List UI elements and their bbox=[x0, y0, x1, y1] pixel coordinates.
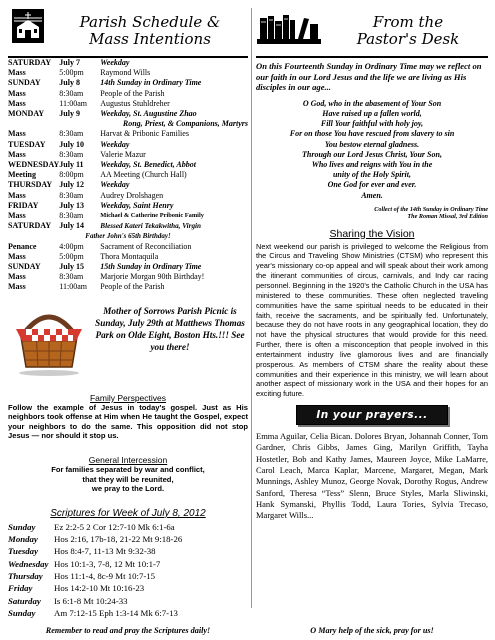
prayer-line: You bestow eternal gladness. bbox=[324, 139, 420, 149]
family-perspectives-text: Follow the example of Jesus in today's gospel. Just as His neighbors took offense at Him when He taught the Gospel, expect your neighbors to do the same. This opposition did not stop Jesus — nor should it stop us. bbox=[8, 402, 248, 441]
pastors-desk-title-line1: From the bbox=[372, 13, 444, 31]
schedule-date: July 9 bbox=[59, 109, 80, 119]
pastors-desk-header bbox=[256, 0, 488, 56]
books-icon bbox=[256, 12, 322, 46]
schedule-desc: AA Meeting (Church Hall) bbox=[100, 170, 187, 180]
schedule-day: FRIDAY bbox=[8, 200, 39, 210]
intercession-line: that they will be reunited, bbox=[82, 474, 174, 484]
church-icon bbox=[8, 6, 48, 46]
schedule-desc: Michael & Catherine Pribonic Family bbox=[100, 212, 204, 220]
schedule-desc: Audrey Drolshagen bbox=[100, 190, 164, 200]
prayer-list-names: Emma Aguilar, Celia Bican. Dolores Bryan, Johannah Conner, Tom Gardner, Chris Gibbs, James Ging, Marilyn Griffith, Tayha Hostetler, Bob and Kathy James, Maureen Joyce, Mike LaMarre, Carol Leach, Marca Kaplar, Marcene, Margaret, Megan, Mark Munnings, Ashley Munoz, George Novak, Dorothy Rogus, Andrew Sanford, Theresa “Tess” Slenn, Bruce Styles, Marla Sliwinski, Hank Symanski, Phyllis Todd, Laura Tories, Sylvia Trecaso, Margaret Wills... bbox=[256, 431, 488, 521]
schedule-desc: Sacrament of Reconciliation bbox=[100, 241, 192, 251]
schedule-desc: Weekday bbox=[100, 58, 130, 67]
scripture-refs: Ez 2:2-5 2 Cor 12:7-10 Mk 6:1-6a bbox=[54, 521, 175, 532]
schedule-desc: 15th Sunday in Ordinary Time bbox=[100, 262, 202, 272]
scripture-row bbox=[8, 533, 182, 545]
scripture-refs: Hos 8:4-7, 11-13 Mt 9:32-38 bbox=[54, 546, 156, 557]
schedule-time: 8:30am bbox=[59, 88, 84, 98]
schedule-type: Mass bbox=[8, 149, 26, 159]
schedule-row bbox=[8, 231, 248, 241]
schedule-title bbox=[52, 14, 248, 48]
scripture-refs: Is 6:1-8 Mt 10:24-33 bbox=[54, 595, 128, 606]
family-perspectives-title: Family Perspectives bbox=[89, 392, 167, 403]
intercession-line: For families separated by war and conflict, bbox=[51, 465, 205, 475]
schedule-day: THURSDAY bbox=[8, 180, 53, 190]
schedule-row bbox=[8, 252, 248, 262]
scripture-day: Thursday bbox=[8, 571, 43, 582]
schedule-day: SUNDAY bbox=[8, 78, 41, 88]
schedule-desc: Blessed Kateri Tekakwitha, Virgin bbox=[100, 222, 202, 231]
schedule-time: 4:00pm bbox=[59, 241, 84, 251]
prayer-line: Have raised up a fallen world, bbox=[322, 108, 422, 118]
schedule-type: Mass bbox=[8, 68, 26, 78]
schedule-desc: Harvat & Pribonic Families bbox=[100, 129, 189, 139]
scripture-day: Tuesday bbox=[8, 546, 38, 557]
sharing-vision-title: Sharing the Vision bbox=[329, 227, 415, 240]
schedule-desc: 14th Sunday in Ordinary Time bbox=[100, 78, 202, 88]
schedule-row bbox=[8, 119, 248, 129]
schedule-header bbox=[8, 0, 248, 56]
schedule-row bbox=[8, 170, 248, 180]
family-perspectives-section bbox=[8, 393, 248, 441]
scripture-row bbox=[8, 607, 182, 619]
prayer-line: Through our Lord Jesus Christ, Your Son, bbox=[302, 149, 442, 159]
schedule-row bbox=[8, 282, 248, 292]
schedule-row bbox=[8, 201, 248, 211]
schedule-date: July 8 bbox=[59, 78, 80, 88]
schedule-title-line2: Mass Intentions bbox=[89, 30, 211, 48]
in-your-prayers-banner: In your prayers... bbox=[296, 405, 448, 425]
collect-citation bbox=[256, 206, 488, 221]
schedule-date: July 7 bbox=[59, 58, 80, 67]
scripture-day: Saturday bbox=[8, 595, 41, 606]
schedule-time: 5:00pm bbox=[59, 68, 84, 78]
schedule-desc: Augustus Stuhldreher bbox=[100, 98, 170, 108]
schedule-row bbox=[8, 211, 248, 221]
schedule-type: Mass bbox=[8, 88, 26, 98]
schedule-row bbox=[8, 221, 248, 231]
scripture-day: Sunday bbox=[8, 521, 36, 532]
schedule-time: 8:00pm bbox=[59, 170, 84, 180]
schedule-row bbox=[8, 272, 248, 282]
prayer-line: Who lives and reigns with You in the bbox=[311, 160, 433, 169]
scripture-day: Monday bbox=[8, 534, 38, 545]
schedule-desc: Weekday bbox=[100, 139, 130, 149]
picnic-basket-icon bbox=[12, 301, 86, 379]
scripture-refs: Hos 14:2-10 Mt 10:16-23 bbox=[54, 583, 145, 594]
scripture-refs: Am 7:12-15 Eph 1:3-14 Mk 6:7-13 bbox=[54, 607, 178, 618]
general-intercession-section bbox=[8, 455, 248, 494]
pastors-desk-title bbox=[328, 14, 488, 48]
schedule-row bbox=[8, 160, 248, 170]
schedule-title-line1: Parish Schedule & bbox=[79, 13, 221, 31]
general-intercession-title: General Intercession bbox=[88, 455, 168, 466]
schedule-date: July 11 bbox=[59, 160, 84, 170]
schedule-desc: Thora Montaquila bbox=[100, 251, 159, 261]
picnic-notice bbox=[8, 299, 248, 387]
schedule-day: SUNDAY bbox=[8, 262, 41, 272]
schedule-time: 5:00pm bbox=[59, 251, 84, 261]
schedule-table bbox=[8, 58, 248, 293]
schedule-row bbox=[8, 68, 248, 78]
schedule-time: 8:30am bbox=[59, 272, 84, 282]
schedule-date: July 10 bbox=[59, 139, 84, 149]
schedule-time: 8:30am bbox=[59, 129, 84, 139]
schedule-row bbox=[8, 129, 248, 139]
sharing-vision-text: Next weekend our parish is privileged to welcome the Religious from the Circus and Traveling Show Ministries (CTSM) who represent this year's missionary co-op appeal and will speak about their work among the itinerant communities of circus, carnivals, and Indy car racing personnel. Beginning in the 1920's the Catholic Church in the USA has ministered to these communities. These often neglected traveling communities have the same spiritual needs to be educated in their faith, receive the sacraments, and be spiritually fed. Unfortunately, because they do not have roots in any geographical location, they do not have the physical structures that would provide for this need. Further, there is often a misconception that people involved in this entertainment industry live glamorous lives and are financially prosperous. As members of CTSM share the reality about these communities and their experience in this ministry, we will learn about another aspect of missionary work in the USA and their hopes for an exciting future. bbox=[256, 241, 488, 399]
scriptures-title: Scriptures for Week of July 8, 2012 bbox=[50, 507, 206, 519]
schedule-desc: People of the Parish bbox=[100, 282, 165, 292]
schedule-desc: Weekday, Saint Henry bbox=[100, 200, 174, 210]
collect-prayer bbox=[256, 99, 488, 201]
schedule-desc: Father John's 65th Birthday! bbox=[85, 232, 171, 241]
schedule-desc: Marjorie Morgan 90th Birthday! bbox=[100, 272, 205, 282]
schedule-time: 8:30am bbox=[59, 211, 84, 221]
schedule-row bbox=[8, 109, 248, 119]
scripture-row bbox=[8, 545, 182, 557]
prayer-line: O God, who in the abasement of Your Son bbox=[302, 98, 442, 108]
pastors-desk-column bbox=[256, 0, 488, 522]
schedule-day: TUESDAY bbox=[8, 139, 46, 149]
schedule-time: 11:00am bbox=[59, 98, 87, 108]
schedule-row bbox=[8, 150, 248, 160]
schedule-desc: Weekday, St. Augustine Zhao bbox=[100, 109, 197, 119]
schedule-type: Mass bbox=[8, 251, 26, 261]
prayer-line: One God for ever and ever. bbox=[327, 180, 417, 190]
pastors-intro: On this Fourteenth Sunday in Ordinary Time may we reflect on our faith in our Lord Jesus and the life we are living as His disciples in our age... bbox=[256, 61, 482, 93]
pastors-desk-rule bbox=[256, 56, 488, 58]
scripture-day: Sunday bbox=[8, 607, 36, 618]
prayer-line: Fill Your faithful with holy joy, bbox=[320, 119, 424, 129]
scripture-day: Friday bbox=[8, 583, 33, 594]
schedule-day: SATURDAY bbox=[8, 58, 52, 67]
collect-citation-line2: The Roman Missal, 3rd Edition bbox=[407, 213, 488, 221]
schedule-desc: Rong, Priest, & Companions, Martyrs bbox=[122, 119, 248, 129]
scripture-row bbox=[8, 570, 182, 582]
scripture-refs: Hos 11:1-4, 8c-9 Mt 10:7-15 bbox=[54, 571, 156, 582]
schedule-row bbox=[8, 89, 248, 99]
schedule-row bbox=[8, 99, 248, 109]
schedule-date: July 14 bbox=[59, 221, 84, 231]
parish-schedule-column bbox=[8, 0, 248, 619]
scriptures-table bbox=[8, 521, 182, 619]
schedule-row bbox=[8, 242, 248, 252]
column-divider bbox=[251, 8, 252, 608]
scriptures-footer: Remember to read and pray the Scriptures daily! bbox=[45, 626, 211, 635]
scriptures-section bbox=[8, 508, 248, 619]
schedule-desc: Raymond Wills bbox=[100, 68, 151, 78]
scripture-refs: Hos 2:16, 17b-18, 21-22 Mt 9:18-26 bbox=[54, 534, 183, 545]
collect-citation-line1: Collect of the 14th Sunday in Ordinary Time bbox=[374, 205, 488, 213]
picnic-text: Mother of Sorrows Parish Picnic is Sunday, July 29th at Matthews Thomas Park on Olde Eight, Boston Hts.!!! See you there! bbox=[95, 305, 245, 352]
schedule-time: 8:30am bbox=[59, 190, 84, 200]
schedule-day: SATURDAY bbox=[8, 221, 52, 231]
schedule-day: MONDAY bbox=[8, 109, 45, 119]
schedule-row bbox=[8, 180, 248, 190]
scripture-refs: Hos 10:1-3, 7-8, 12 Mt 10:1-7 bbox=[54, 558, 161, 569]
schedule-row bbox=[8, 191, 248, 201]
scripture-row bbox=[8, 558, 182, 570]
prayer-line: For on those You have rescued from slavery to sin bbox=[289, 129, 455, 139]
scripture-day: Wednesday bbox=[8, 558, 49, 569]
schedule-desc: Weekday bbox=[100, 180, 130, 190]
pastors-desk-title-line2: Pastor's Desk bbox=[356, 30, 460, 48]
prayer-line: unity of the Holy Spirit, bbox=[332, 170, 411, 180]
schedule-row bbox=[8, 140, 248, 150]
schedule-type: Meeting bbox=[8, 170, 36, 180]
scripture-row bbox=[8, 521, 182, 533]
scripture-row bbox=[8, 595, 182, 607]
scripture-row bbox=[8, 582, 182, 594]
schedule-row bbox=[8, 58, 248, 68]
schedule-type: Mass bbox=[8, 98, 26, 108]
schedule-type: Mass bbox=[8, 282, 26, 292]
schedule-row bbox=[8, 262, 248, 272]
schedule-type: Mass bbox=[8, 190, 26, 200]
schedule-type: Mass bbox=[8, 272, 26, 282]
schedule-type: Penance bbox=[8, 241, 37, 251]
schedule-type: Mass bbox=[8, 211, 26, 221]
schedule-date: July 15 bbox=[59, 262, 84, 272]
schedule-row bbox=[8, 78, 248, 88]
prayer-line: Amen. bbox=[361, 190, 383, 200]
schedule-date: July 12 bbox=[59, 180, 84, 190]
schedule-desc: Weekday, St. Benedict, Abbot bbox=[100, 160, 196, 170]
mary-prayer-footer: O Mary help of the sick, pray for us! bbox=[310, 626, 434, 635]
schedule-time: 8:30am bbox=[59, 149, 84, 159]
schedule-type: Mass bbox=[8, 129, 26, 139]
schedule-desc: Valerie Mazur bbox=[100, 149, 146, 159]
schedule-time: 11:00am bbox=[59, 282, 87, 292]
schedule-day: WEDNESDAY bbox=[8, 160, 60, 170]
schedule-desc: People of the Parish bbox=[100, 88, 165, 98]
intercession-line: we pray to the Lord. bbox=[91, 484, 165, 494]
general-intercession-text bbox=[8, 465, 248, 494]
schedule-date: July 13 bbox=[59, 200, 84, 210]
